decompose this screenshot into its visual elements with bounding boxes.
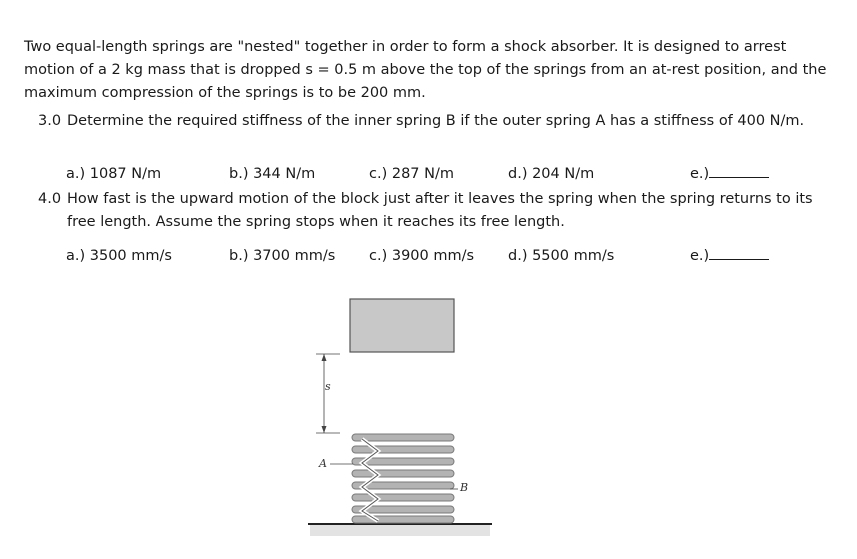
option-d: d.) 5500 mm/s <box>508 248 615 264</box>
question-number: 3.0 <box>38 113 62 129</box>
option-b: b.) 3700 mm/s <box>229 248 336 264</box>
label-s: s <box>325 380 331 393</box>
question-number: 4.0 <box>38 191 62 207</box>
option-d: d.) 204 N/m <box>508 166 595 182</box>
dimension-arrow-up <box>322 354 327 361</box>
label-a: A <box>319 457 327 470</box>
answer-blank <box>709 245 769 260</box>
figure-drawing <box>300 292 500 550</box>
answer-blank <box>709 163 769 178</box>
mass-block <box>350 299 454 352</box>
option-e-label: e.) <box>690 166 710 182</box>
ground-shadow <box>310 524 490 536</box>
outer-spring-a <box>352 434 454 523</box>
question-3 <box>38 110 838 133</box>
label-b: B <box>460 481 469 494</box>
question-4 <box>38 188 838 234</box>
dimension-arrow-down <box>322 426 327 433</box>
question-text: How fast is the upward motion of the block just after it leaves the spring when the spring returns to its free length. Assume the spring stops when it reaches its free length. <box>67 191 813 230</box>
option-c: c.) 287 N/m <box>369 166 454 182</box>
option-e <box>690 163 769 185</box>
option-c: c.) 3900 mm/s <box>369 248 475 264</box>
option-e-label: e.) <box>690 248 710 264</box>
option-b: b.) 344 N/m <box>229 166 316 182</box>
problem-intro: Two equal-length springs are "nested" together in order to form a shock absorber. It is designed to arrest motion of a 2 kg mass that is dropped s = 0.5 m above the top of the springs from an at-rest position, and the maximum compression of the springs is to be 200 mm. <box>24 39 827 101</box>
question-text: Determine the required stiffness of the inner spring B if the outer spring A has a stiffness of 400 N/m. <box>67 113 805 129</box>
option-e <box>690 245 769 267</box>
shock-absorber-figure <box>300 292 500 550</box>
option-a: a.) 3500 mm/s <box>66 248 172 264</box>
option-a: a.) 1087 N/m <box>66 166 162 182</box>
